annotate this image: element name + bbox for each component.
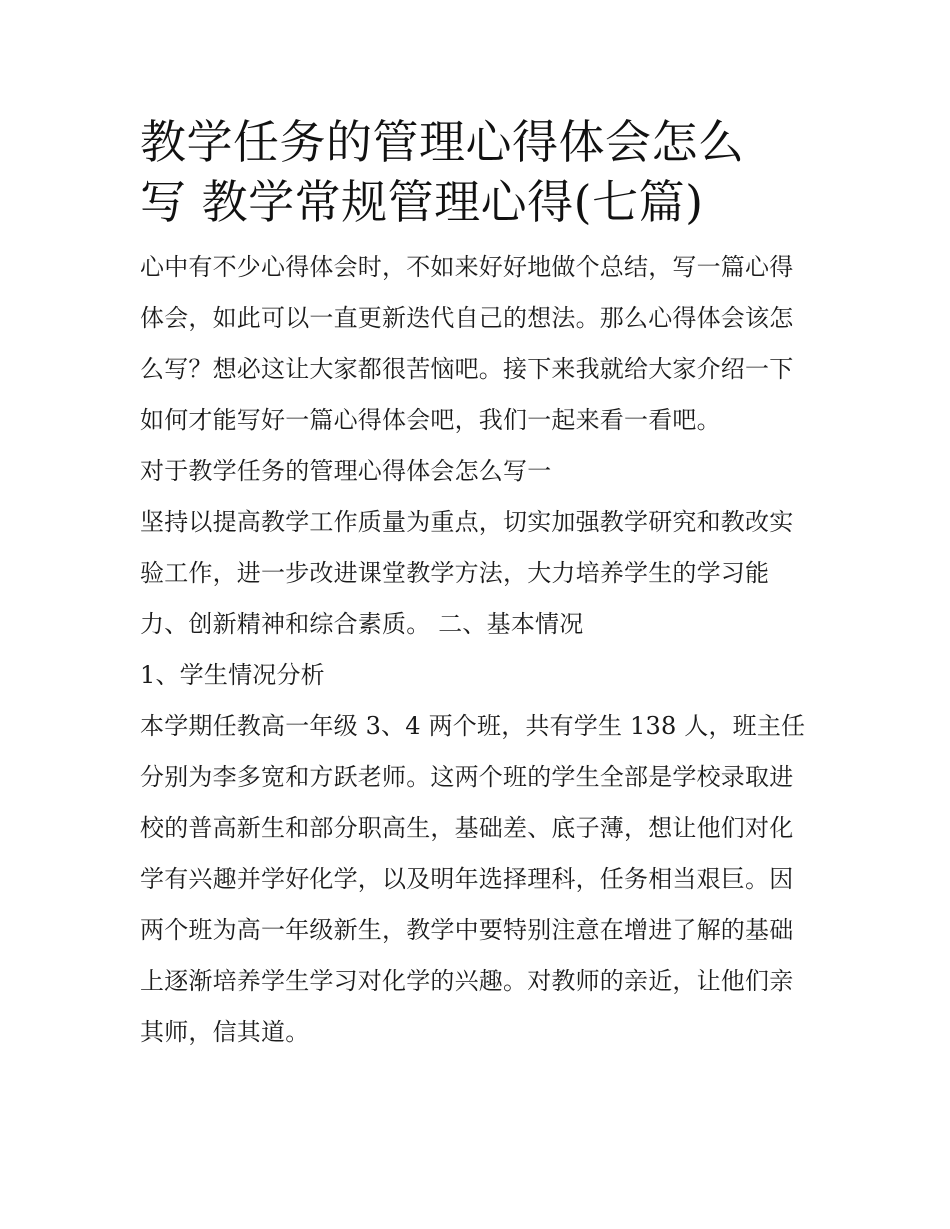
body-paragraph bbox=[140, 701, 820, 1058]
intro-paragraph bbox=[140, 242, 820, 446]
text-line: 心中有不少心得体会时，不如来好好地做个总结，写一篇心得 bbox=[140, 253, 794, 281]
text-line: 坚持以提高教学工作质量为重点，切实加强教学研究和教改实 bbox=[140, 508, 794, 536]
title-line-1: 教学任务的管理心得体会怎么 bbox=[140, 115, 745, 169]
text-line: 么写？想必这让大家都很苦恼吧。接下来我就给大家介绍一下 bbox=[140, 355, 794, 383]
body-paragraph bbox=[140, 497, 820, 650]
text-line: 上逐渐培养学生学习对化学的兴趣。对教师的亲近，让他们亲 bbox=[140, 967, 794, 995]
title-line-2: 写 教学常规管理心得(七篇) bbox=[140, 175, 704, 229]
text-line: 1、学生情况分析 bbox=[140, 661, 325, 689]
text-line: 对于教学任务的管理心得体会怎么写一 bbox=[140, 457, 552, 485]
text-line: 力、创新精神和综合素质。 二、基本情况 bbox=[140, 610, 584, 638]
document-title bbox=[140, 112, 820, 232]
text-line: 本学期任教高一年级 3、4 两个班，共有学生 138 人，班主任 bbox=[140, 712, 806, 740]
text-line: 学有兴趣并学好化学，以及明年选择理科，任务相当艰巨。因 bbox=[140, 865, 794, 893]
text-line: 两个班为高一年级新生，教学中要特别注意在增进了解的基础 bbox=[140, 916, 794, 944]
text-line: 校的普高新生和部分职高生，基础差、底子薄，想让他们对化 bbox=[140, 814, 794, 842]
text-line: 其师，信其道。 bbox=[140, 1018, 310, 1046]
subsection-heading bbox=[140, 650, 820, 701]
text-line: 如何才能写好一篇心得体会吧，我们一起来看一看吧。 bbox=[140, 406, 721, 434]
text-line: 验工作，进一步改进课堂教学方法，大力培养学生的学习能 bbox=[140, 559, 770, 587]
text-line: 分别为李多宽和方跃老师。这两个班的学生全部是学校录取进 bbox=[140, 763, 794, 791]
text-line: 体会，如此可以一直更新迭代自己的想法。那么心得体会该怎 bbox=[140, 304, 794, 332]
document-page bbox=[140, 112, 820, 1058]
section-heading bbox=[140, 446, 820, 497]
